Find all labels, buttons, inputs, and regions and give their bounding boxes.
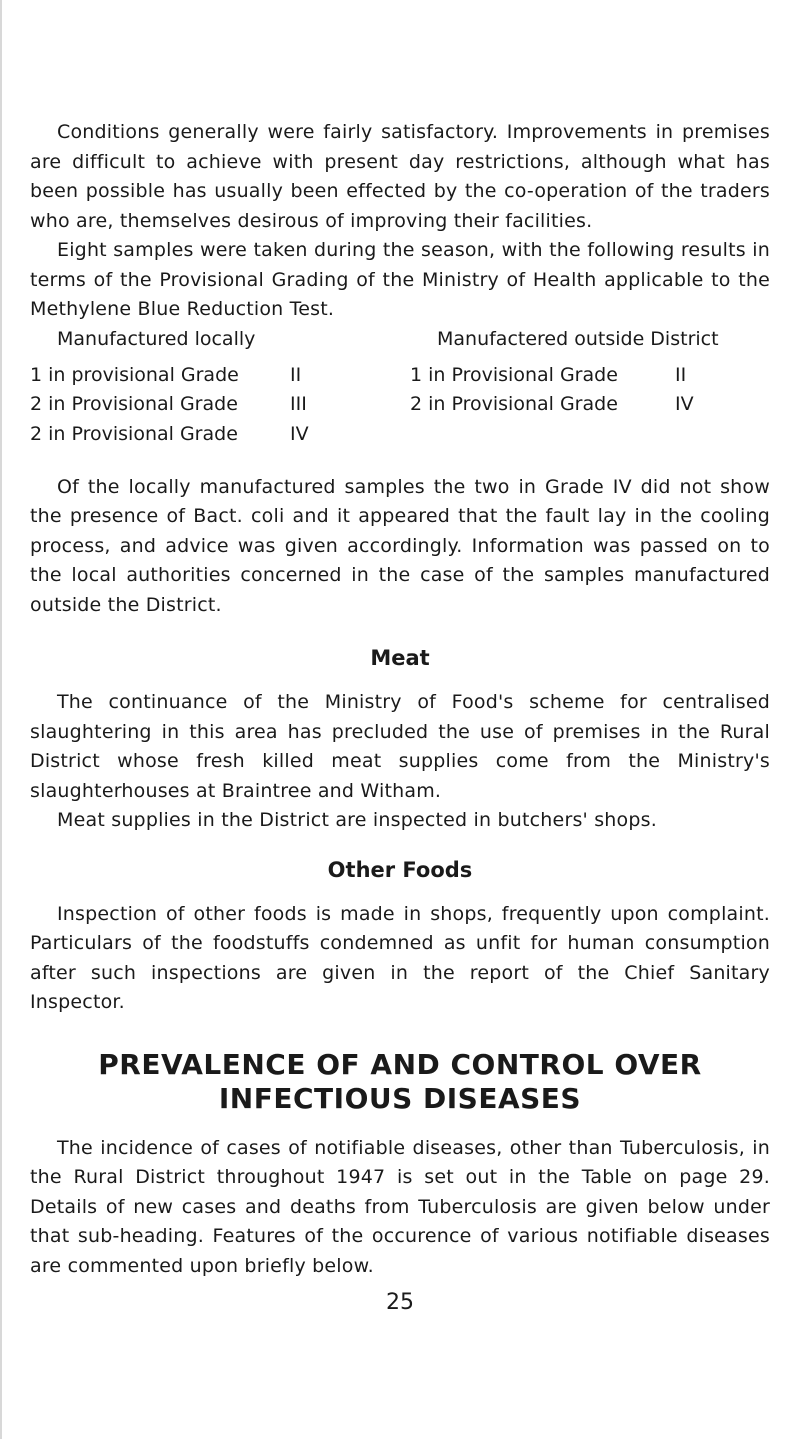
meat-paragraph: The continuance of the Ministry of Food's scheme for centralised slaughtering in this area has precluded the use of premises in the Rural District whose fresh killed meat supplies come from the Ministry's slaughterhouses at Braintree and Witham. [30,691,770,802]
grade-row-text: 1 in provisional Grade [30,363,239,386]
grade-row-grade: II [290,363,302,386]
grade-row [410,390,719,420]
grade-row-text: 1 in Provisional Grade [410,363,618,386]
infectious-paragraph: The incidence of cases of notifiable diseases, other than Tuberculosis, in the Rural District throughout 1947 is set out in the Table on page 29. Details of new cases and deaths from Tuberculosis are given below under that sub-heading. Features of the occurence of various notifiable diseases are commented upon briefly below. [30,1136,770,1277]
outside-grades-column [410,325,719,420]
grade-row-grade: III [290,393,307,415]
meat-inspection-paragraph: Meat supplies in the District are inspected in butchers' shops. [57,809,657,831]
grade-row-grade: IV [290,422,309,445]
grade-row-text: 2 in Provisional Grade [410,393,618,415]
grade-row-grade: IV [675,393,694,415]
grade-row [410,361,719,391]
local-grades-heading: Manufactured locally [57,327,256,350]
other-foods-paragraph: Inspection of other foods is made in shops, frequently upon complaint. Particulars of the foodstuffs condemned as unfit for human consumption after such inspections are given in the report of the Chief Sanitary Inspector. [30,902,770,1013]
page-number: 25 [386,1290,414,1315]
infectious-heading-line1: PREVALENCE OF AND CONTROL OVER [98,1047,702,1081]
grade-row [30,390,309,420]
grading-results [30,325,770,473]
grade-row-grade: II [675,363,687,386]
infectious-heading-line2: INFECTIOUS DISEASES [218,1081,582,1115]
grade-row-text: 2 in Provisional Grade [30,393,238,415]
document-page [30,118,770,1281]
grade-row [30,420,309,450]
infectious-diseases-heading [30,1048,770,1116]
grade-row-text: 2 in Provisional Grade [30,422,238,445]
grade-row [30,361,309,391]
outside-grades-heading: Manufactered outside District [437,327,719,350]
page-edge [0,0,2,1439]
samples-paragraph: Eight samples were taken during the season, with the following results in terms of the Provisional Grading of the Ministry of Health applicable to the Methylene Blue Reduction Test. [30,239,770,320]
other-foods-heading: Other Foods [327,857,473,882]
intro-paragraph: Conditions generally were fairly satisfactory. Improvements in premises are difficult to achieve with present day restrictions, although what has been possible has usually been effected by the co-operation of the traders who are, themselves desirous of improving their facilities. [30,121,770,232]
meat-heading: Meat [370,646,430,670]
local-grades-column [30,325,309,450]
locally-manufactured-paragraph: Of the locally manufactured samples the two in Grade IV did not show the presence of Bact. coli and it appeared that the fault lay in the cooling process, and advice was given accordingly. Information was passed on to the local authorities concerned in the case of the samples manufactured outside the District. [30,475,770,616]
